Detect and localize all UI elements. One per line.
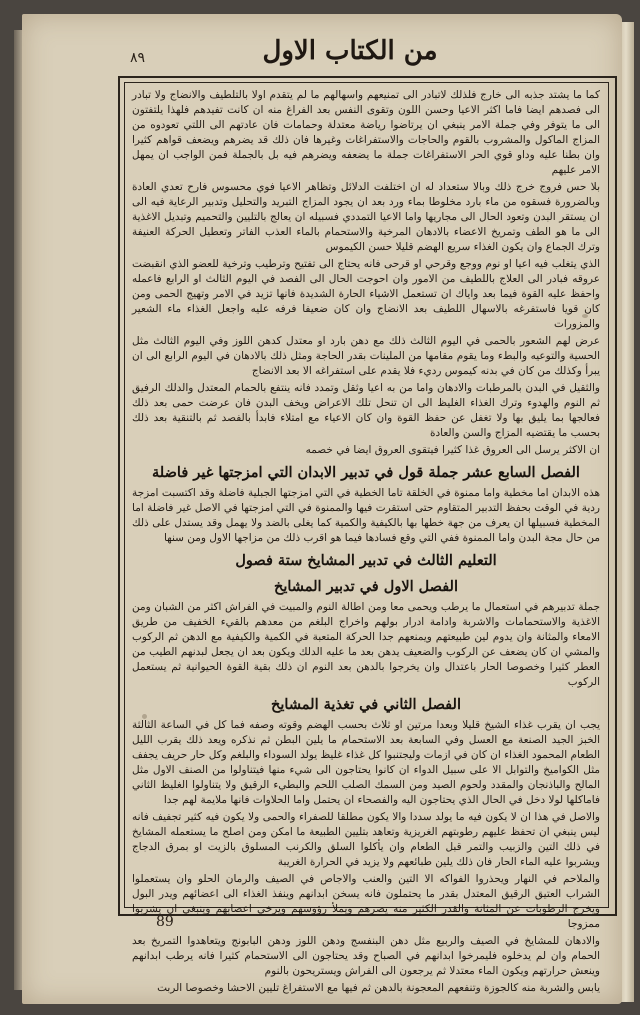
paragraph: والملاحم في النهار ويحذروا الفواكه الا التين والعنب والاجاص في الصيف والرمان الحلو وان يستعملوا الشراب العتيق الرقيق المعتدل بقدر ما يحتملون فانه يسخن ابدانهم وينفذ الغذاء الى اعضائهم ويدر البول ويخرج الرطوبات عن المثانة والقدر الكثير منه يضرهم ويملأ رؤوسهم ويرخي اعصابهم وينبغي ان يشربوا ممزوجا <box>132 873 600 930</box>
section-heading: التعليم الثالث في تدبير المشايخ ستة فصول <box>235 552 497 569</box>
page-number-bottom: 89 <box>156 914 174 930</box>
section-heading: الفصل الاول في تدبير المشايخ <box>273 578 459 595</box>
running-head: من الكتاب الاول <box>262 36 438 66</box>
paragraph: والثقيل في البدن بالمرطبات والادهان واما من به اعيا وثقل وتمدد فانه ينتفع بالحمام المعتدل والدلك الرفيق ثم النوم والهدوء وترك الغذاء الغليظ الى ان تنحل تلك الاعراض ويخف البدن فان عرضت حمى بعد ذلك فعالجها بما يليق بها ولا تغفل عن حفظ القوة وان كان الاعياء مع امتلاء فابدأ بالفصد ثم بالتنقية بعد ذلك بحسب ما يقتضيه المزاج والسن والعادة <box>132 382 600 439</box>
paragraph: والاصل في هذا ان لا يكون فيه ما يولد سددا والا يكون مطلقا للصفراء والحمى ولا يكون فيه كثير تجفيف فانه ليس ينبغي ان تحفظ عليهم رطوبتهم الغريزية وتعاهد بتليين الطبيعة ما امكن ومن اصلح ما يستعمله المشايخ في ذلك التين والزبيب والتمر قبل الطعام وان يأكلوا السلق والكرنب المسلوق بالزيت او بمرق الدجاج ويشربوا عليه الماء الحار فان ذلك يلين طبائعهم ولا يزيد في الحرارة الغريبة <box>132 811 600 868</box>
paragraph: عرض لهم الشعور بالحمى في اليوم الثالث ذلك مع دهن بارد او معتدل كدهن اللوز وفي اليوم الثالث مثل الحسية والتوعيه والبطء وما يقوم مقامها من الملينات بقدر الحاجة ومثل ذلك بالادهان في اليوم الرابع الى ان يبرأ وكذلك من كان في بدنه كيموس رديء فلا يقدم على استفراغه الا بعد الانضاج <box>132 335 600 377</box>
paragraph: يجب ان يقرب غذاء الشيخ قليلا وبعدا مرتين او ثلاث بحسب الهضم وقوته وصفه فما كل في الساعة الثالثة الخبز الجيد الصنعة مع العسل وفي السابعة بعد الاستحمام ما يلين البطن ثم نذكره ويعد ذلك يقرب الليل الطعام المحمود الغذاء ان كان في ازمات وليجتنبوا كل غذاء غليظ يولد السوداء والبلغم وكل حار حريف يجفف مثل الكواميخ والتوابل الا على سبيل الدواء ان كانوا يحتاجون الى شيء منها فيتناولوا من الصنف الاول مثل المالح والباذنجان والمقدد ولحوم الصيد ومن السمك الصلب اللحم والبطيء الرقيق ولا يتناولوا الغليظ الثاني فاماكلها لولا دخل في الحال الذي يحتاجون اليه والفصحاء ان يحتمل واما الحلاوات فانها ملايمة لهم جدا <box>131 719 600 806</box>
paragraph: بلا حس فروج خرج ذلك وبالا ستعداد له ان اختلفت الدلائل وتظاهر الاعيا فوي محسوس فارح تعدي العادة وبالضرورة فسقوه من ماء بارد مخلوطا بماء ورد بعد ان يجود المزاج التبريد والتحليل وتدبير الرعاية فيه الى ان يستقر البدن وتعود الحال الى مجاريها واما الاعيا التمددي فسبيله ان يعالج بالتليين والتحميم وتبديل الاغذية الى ما هو الطف وتمريخ الاعضاء بالادهان المرخية والاستحمام بالماء العذب الفاتر وتعطيل الحركة العنيفة وترك الجماع وان يكون الغذاء سريع الهضم قليلا حسن الكيموس <box>132 181 600 253</box>
paragraph: ان الاكثر يرسل الى العروق غذا كثيرا فيتقوى العروق ايضا في خصمه <box>305 444 600 456</box>
paragraph: هذه الابدان اما مخطية واما ممنوة في الخلقة تاما الخطية في التي امزجتها الجبلية فاضلة وقد اكتسبت امزجة ردية في الوقت بحفظ التدبير المتقاوم حتى استقرت فيها والممنوة في التي امزجتها في الاصل غير فاضلة اما المخطية فسبيلها ان يعرف من جهة خطها بها بالكيفية والكمية كما يغلى بالضد ولا يهمل وقد يستدل على ذلك من حال مجة البدن واما الممنوة ففي التي وقع فسادها فيما هو اقرب ذلك من مزاجها الاول ومن سنها <box>132 487 600 544</box>
paragraph: والادهان للمشايخ في الصيف والربيع مثل دهن البنفسج ودهن اللوز ودهن البابونج ويتعاهدوا التمريخ بعد الحمام وان لم يدخلوه فليمرخوا ابدانهم في الصباح وقد يحتاجون الى الاستحمام كثيرا فانه يرطب ابدانهم وينعش حرارتهم ويكون الماء معتدلا ثم يرجعون الى الفراش ويستريحون بالنوم <box>132 935 600 977</box>
paragraph: الذي يتغلب فيه اعيا او نوم ووجع وقرحي او قرحى فانه يحتاج الى تفتيح وترطيب وترخية للعضو الذي انقبضت عروقه فبادر الى العلاج باللطيف من الامور وان احوجت الحال الى الفصد في اليوم الثالث او الرابع فاعمله واحفظ عليه القوة فيما بعد واياك ان تستعمل الاشياء الحارة الشديدة فانها تزيد في الامر وتهيج الحمى ومن كان قويا فاستفرغه بالاسهال اللطيف بعد الانضاج وان كان ضعيفا فرفه عليه واجعل الغذاء ماء الشعير والمزورات <box>132 258 600 330</box>
section-heading: الفصل السابع عشر جملة قول في تدبير الابدان التي امزجتها غير فاضلة <box>152 464 580 481</box>
paragraph: جملة تدبيرهم في استعمال ما يرطب ويحمى معا ومن اطالة النوم والمبيت في الفراش اكثر من الشبان ومن الاغذية والاستحمامات والاشربة وادامة ادرار بولهم واخراج البلغم من معدهم بالقيء الخفيف من طريق الامعاء والمثانة وان يدوم لين طبيعتهم ويمنعهم جدا الحركة المتعبة في الكمية والكيفية مع الدهن ثم الركوب والمشي ان كان يضعف عن الركوب والضعيف يدهن بعد ما عليه الدلك ويكون بعد ان يجعل لبدنهم الطيب من العطر كثيرا وخصوصا الحار باعتدال وان يخرجوا بالدهن بعد النوم ان ذلك بقية القوة الحيوانية ثم يستعمل الركوب <box>132 601 600 688</box>
page-number-top: ٨٩ <box>130 50 146 66</box>
paragraph: كما ما يشتد جذبه الى خارج فلذلك لاتبادر الى تمنيعهم واسهالهم ما لم يتقدم اولا بالتلطيف والانضاج ولا تبادر الى فصدهم ايضا فاما اكثر الاعيا وحسن اللون وتقوى النفس بعد الفراغ منه ان كانت تفيدهم فلهذا يلتفتون الى ما يتوفر وفي جملة الامر ينبغي ان يرتاضوا رياضة معتدلة وحمامات فان عادتهم الى اللتي تعودوه من المزاج الماكول والمشروب بالقوم والحاجات والاستفراغات وغيرها فان ذلك قد يضرهم ويضعف قواهم كثيرا وان بطنا عليه وداو قوي الحر الاستفراغات جملة ما يضعفه ويضرهم فيه بل بالجملة فمن الواجب ان يمهل الامر عليهم <box>132 89 600 176</box>
paragraph: يابس والشربة منه كالجوزة وتنفعهم المعجونة بالدهن ثم فيها مع الاستفراغ تليين الاحشا وخصوصا الربت <box>157 982 600 994</box>
section-heading: الفصل الثاني في تغذية المشايخ <box>271 696 461 713</box>
